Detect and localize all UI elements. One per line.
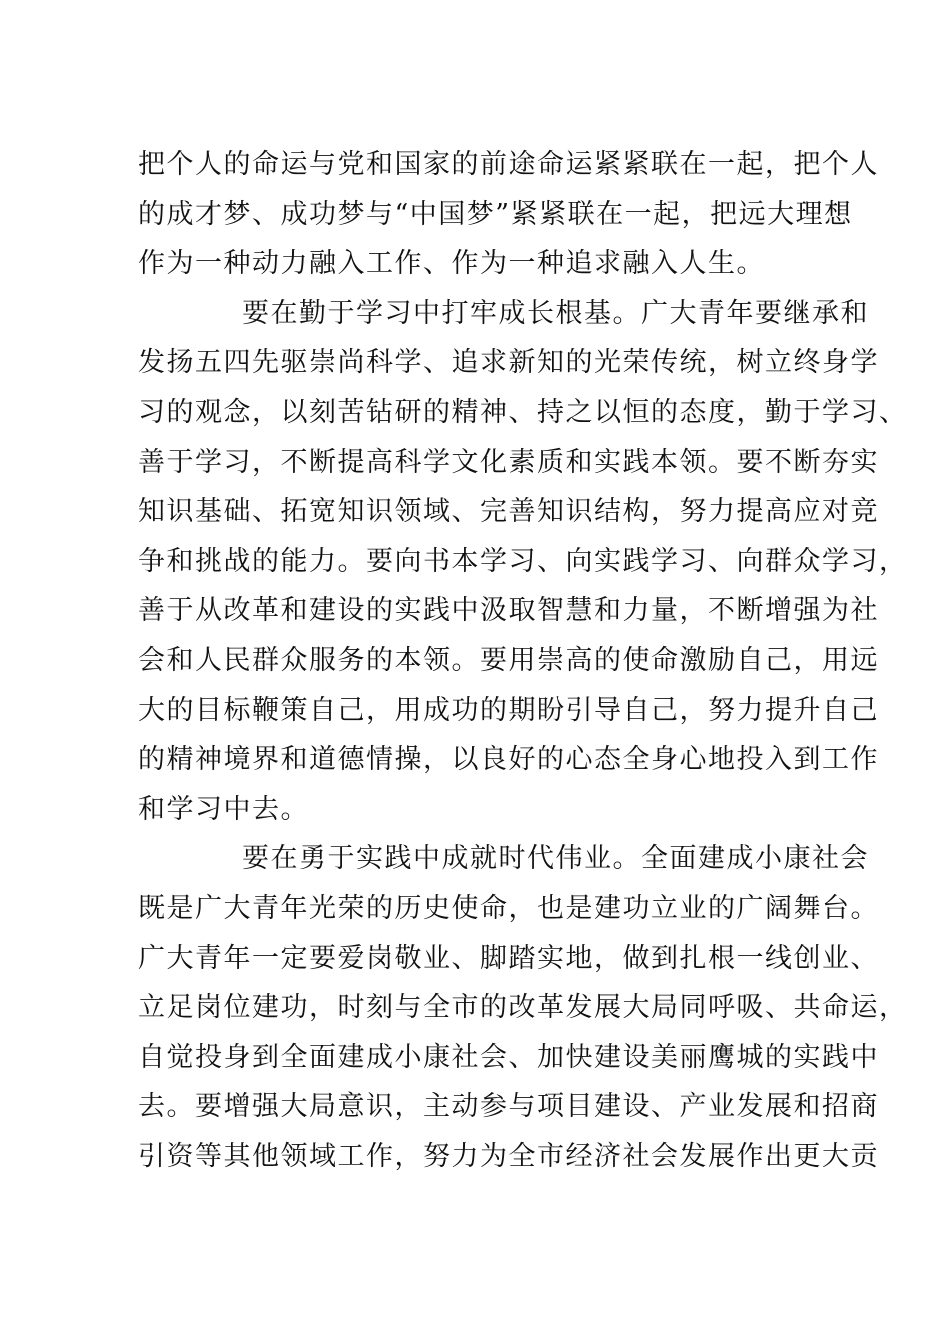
text-line: 发扬五四先驱崇尚科学、追求新知的光荣传统，树立终身学 bbox=[138, 347, 879, 379]
text-line: 引资等其他领域工作，努力为全市经济社会发展作出更大贡 bbox=[138, 1140, 879, 1172]
text-line: 善于学习，不断提高科学文化素质和实践本领。要不断夯实 bbox=[138, 446, 879, 478]
text-line: 去。要增强大局意识，主动参与项目建设、产业发展和招商 bbox=[138, 1091, 879, 1123]
text-line: 既是广大青年光荣的历史使命，也是建功立业的广阔舞台。 bbox=[138, 892, 879, 924]
text-line: 自觉投身到全面建成小康社会、加快建设美丽鹰城的实践中 bbox=[138, 1041, 879, 1073]
text-line: 争和挑战的能力。要向书本学习、向实践学习、向群众学习， bbox=[138, 545, 908, 577]
text-line: 的成才梦、成功梦与“中国梦”紧紧联在一起，把远大理想 bbox=[138, 198, 853, 230]
text-line: 大的目标鞭策自己，用成功的期盼引导自己，努力提升自己 bbox=[138, 694, 879, 726]
text-line: 把个人的命运与党和国家的前途命运紧紧联在一起，把个人 bbox=[138, 149, 879, 180]
text-line: 和学习中去。 bbox=[138, 793, 309, 825]
text-line: 广大青年一定要爱岗敬业、脚踏实地，做到扎根一线创业、 bbox=[138, 942, 879, 974]
body-text bbox=[138, 140, 908, 1181]
text-line: 立足岗位建功，时刻与全市的改革发展大局同呼吸、共命运， bbox=[138, 992, 908, 1024]
text-line: 的精神境界和道德情操，以良好的心态全身心地投入到工作 bbox=[138, 744, 879, 776]
text-line: 会和人民群众服务的本领。要用崇高的使命激励自己，用远 bbox=[138, 644, 879, 676]
text-line: 善于从改革和建设的实践中汲取智慧和力量，不断增强为社 bbox=[138, 595, 879, 627]
text-line: 知识基础、拓宽知识领域、完善知识结构，努力提高应对竞 bbox=[138, 496, 879, 528]
text-line: 习的观念，以刻苦钻研的精神、持之以恒的态度，勤于学习、 bbox=[138, 396, 908, 428]
text-line: 作为一种动力融入工作、作为一种追求融入人生。 bbox=[138, 248, 765, 280]
paragraph-start-line: 要在勤于学习中打牢成长根基。广大青年要继承和 bbox=[242, 297, 869, 329]
paragraph-start-line: 要在勇于实践中成就时代伟业。全面建成小康社会 bbox=[242, 843, 869, 875]
